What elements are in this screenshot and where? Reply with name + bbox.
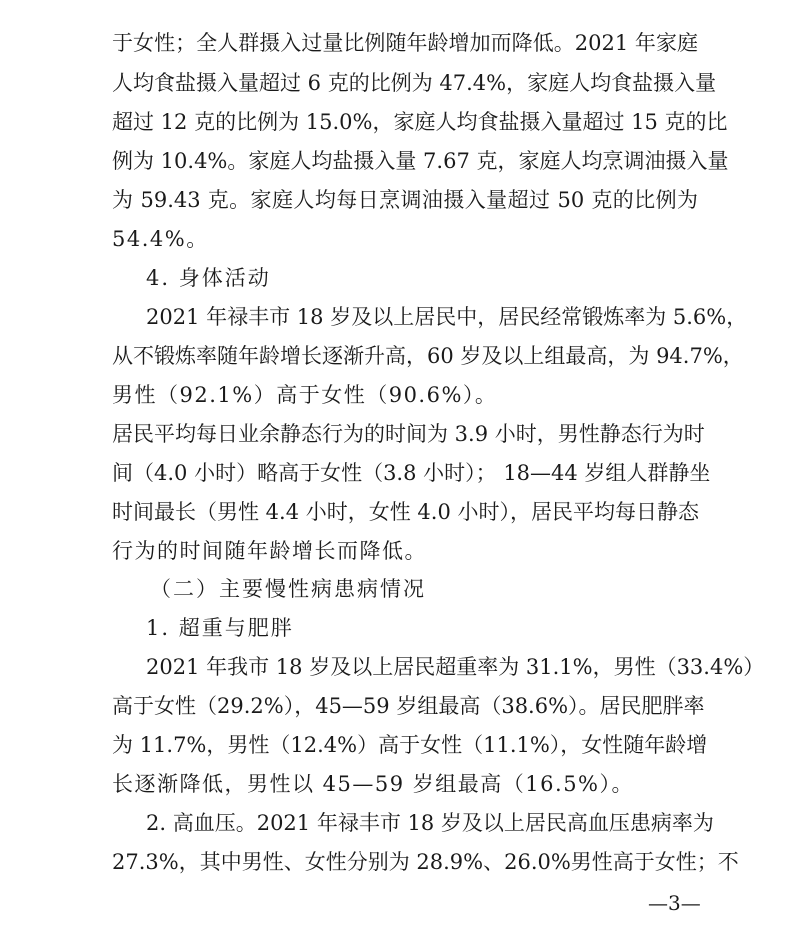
subsection-heading: 1. 超重与肥胖 [146,616,294,640]
text-line: 高于女性（29.2%），45—59 岁组最高（38.6%）。居民肥胖率 [112,694,705,718]
text-line: 从不锻炼率随年龄增长逐渐升高，60 岁及以上组最高，为 94.7%， [112,344,744,368]
text-line: 长逐渐降低，男性以 45—59 岁组最高（16.5%）。 [112,772,635,796]
page-number: —3— [648,891,701,915]
text-line: 超过 12 克的比例为 15.0%，家庭人均食盐摄入量超过 15 克的比 [112,110,728,134]
text-line: 时间最长（男性 4.4 小时，女性 4.0 小时），居民平均每日静态 [112,500,699,524]
text-line: 男性（92.1%）高于女性（90.6%）。 [112,383,498,407]
text-line: 2021 年禄丰市 18 岁及以上居民中，居民经常锻炼率为 5.6%， [146,305,748,329]
text-line: 居民平均每日业余静态行为的时间为 3.9 小时，男性静态行为时 [112,422,705,446]
text-line: 为 11.7%，男性（12.4%）高于女性（11.1%），女性随年龄增 [112,733,708,757]
text-line: 2. 高血压。2021 年禄丰市 18 岁及以上居民高血压患病率为 [146,811,714,835]
text-line: 例为 10.4%。家庭人均盐摄入量 7.67 克，家庭人均烹调油摄入量 [112,149,729,173]
text-line: 人均食盐摄入量超过 6 克的比例为 47.4%，家庭人均食盐摄入量 [112,71,717,95]
text-line: 行为的时间随年龄增长而降低。 [112,539,427,563]
text-line: 于女性；全人群摄入过量比例随年龄增加而降低。2021 年家庭 [112,31,698,55]
text-line: 间（4.0 小时）略高于女性（3.8 小时）； 18—44 岁组人群静坐 [112,461,711,485]
text-line: 27.3%，其中男性、女性分别为 28.9%、26.0%男性高于女性；不 [112,850,739,874]
section-heading: （二）主要慢性病患病情况 [150,577,426,601]
text-line: 2021 年我市 18 岁及以上居民超重率为 31.1%，男性（33.4%） [146,655,765,679]
text-line: 54.4%。 [112,227,209,251]
text-line: 为 59.43 克。家庭人均每日烹调油摄入量超过 50 克的比例为 [112,188,698,212]
section-heading: 4. 身体活动 [146,266,271,290]
